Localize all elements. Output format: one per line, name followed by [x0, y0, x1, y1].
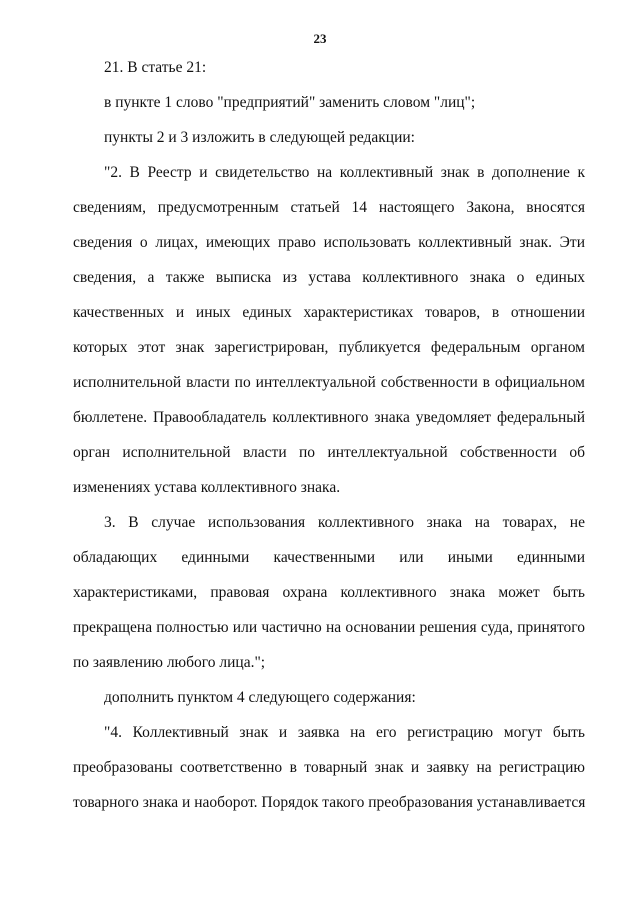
paragraph-line: бюллетене. Правообладатель коллективного знака уведомляет федеральный — [73, 409, 585, 426]
page-number: 23 — [313, 31, 327, 46]
article-heading: 21. В статье 21: — [104, 59, 207, 76]
paragraph-line: качественных и иных единых характеристиках товаров, в отношении — [73, 304, 585, 321]
paragraph-line: сведения, а также выписка из устава коллективного знака о единых — [73, 269, 585, 286]
paragraph-line: "2. В Реестр и свидетельство на коллективный знак в дополнение к — [104, 164, 585, 181]
paragraph-line: характеристиками, правовая охрана коллективного знака может быть — [73, 584, 585, 601]
paragraph-line: обладающих единными качественными или иными единными — [73, 549, 585, 566]
paragraph-line: 3. В случае использования коллективного знака на товарах, не — [104, 514, 585, 531]
paragraph-line: которых этот знак зарегистрирован, публикуется федеральным органом — [73, 339, 585, 356]
paragraph-line: сведениям, предусмотренным статьей 14 настоящего Закона, вносятся — [73, 199, 585, 216]
paragraph-line: "4. Коллективный знак и заявка на его регистрацию могут быть — [104, 724, 585, 741]
paragraph-line: исполнительной власти по интеллектуальной собственности в официальном — [73, 374, 585, 391]
paragraph-line: дополнить пунктом 4 следующего содержания: — [104, 689, 416, 706]
paragraph-line: товарного знака и наоборот. Порядок такого преобразования устанавливается — [73, 794, 586, 811]
paragraph-line: преобразованы соответственно в товарный знак и заявку на регистрацию — [73, 759, 585, 776]
paragraph-line: изменениях устава коллективного знака. — [73, 479, 341, 496]
paragraph-line: прекращена полностью или частично на основании решения суда, принятого — [73, 619, 585, 636]
paragraph-line: сведения о лицах, имеющих право использовать коллективный знак. Эти — [73, 234, 585, 251]
paragraph-line: по заявлению любого лица."; — [73, 654, 266, 671]
paragraph-line: пункты 2 и 3 изложить в следующей редакции: — [104, 129, 415, 146]
paragraph-line: в пункте 1 слово "предприятий" заменить словом "лиц"; — [104, 94, 476, 111]
paragraph-line: орган исполнительной власти по интеллектуальной собственности об — [73, 444, 585, 461]
